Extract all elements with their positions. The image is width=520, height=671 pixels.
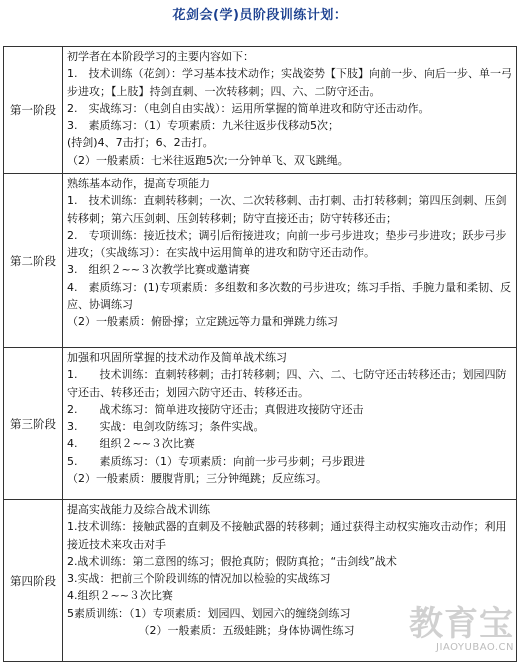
content-line: （2）一般素质：七米往返跑5次;一分钟单飞、双飞跳绳。 — [67, 153, 349, 167]
stage-label: 第三阶段 — [4, 348, 63, 500]
watermark-logo-text: 教育宝 — [409, 604, 514, 644]
training-plan-table — [3, 46, 517, 662]
content-line: 3. 组织２~~３次教学比赛或邀请赛 — [67, 263, 250, 277]
stage-label: 第一阶段 — [4, 47, 63, 174]
content-line: （2）一般素质：腰腹背肌；三分钟绳跳；反应练习。 — [67, 472, 327, 486]
content-line: 3. 素质练习：（1）专项素质：九米往返步伐移动5次； — [67, 119, 339, 133]
stage-content — [63, 174, 517, 348]
content-line: 2. 专项训练：接近技术；调引后衔接进攻；向前一步弓步进攻；垫步弓步进攻；跃步弓步进攻；（实战练习）：在实战中运用简单的进攻和防守还击动作。 — [67, 228, 507, 260]
stage-label: 第四阶段 — [4, 500, 63, 662]
content-line: 提高实战能力及综合战术训练 — [67, 503, 210, 516]
content-line: 1. 技术训练：直刺转移刺；击打转移刺；四、六、二、七防守还击转移还击；划园四防守还击、转移还击；划园六防守还击、转移还击。 — [67, 368, 507, 399]
content-line: 1. 技术训练：直刺转移刺；一次、二次转移刺、击打刺、击打转移刺；第四压剑刺、压剑转移刺；第六压剑刺、压剑转移刺；防守直接还击；防守转移还击； — [67, 194, 507, 225]
content-line: 3.实战：把前三个阶段训练的情况加以检验的实战练习 — [67, 572, 331, 586]
page-title: 花剑会(学)员阶段训练计划： — [172, 8, 348, 23]
content-line: 5. 素质练习：（1）专项素质：向前一步弓步刺；弓步跟进 — [67, 454, 365, 468]
watermark-url: JIAOYUBAO.CN — [436, 642, 514, 653]
content-line: 4.组织２~~３次比赛 — [67, 589, 173, 603]
content-line: 2. 实战练习：（电剑自由实战）：运用所掌握的简单进攻和防守还击动作。 — [67, 101, 430, 115]
content-line: 加强和巩固所掌握的技术动作及简单战术练习 — [67, 351, 287, 364]
content-line: 熟练基本动作，提高专项能力 — [67, 177, 210, 190]
content-line: （2）一般素质：五级蛙跳；身体协调性练习 — [67, 624, 355, 638]
stage-row-1 — [4, 47, 517, 174]
content-line: 4. 素质练习：(1)专项素质：多组数和多次数的弓步进攻；练习手指、手腕力量和柔韧、反应、协调练习 — [67, 280, 512, 312]
content-line: 2. 战术练习：简单进攻接防守还击；真假进攻接防守还击 — [67, 402, 364, 416]
content-line: 3. 实战：电剑攻防练习；条件实战。 — [67, 420, 265, 434]
stage-row-4 — [4, 500, 517, 662]
content-line: 5素质训练：（1）专项素质：划园四、划园六的缠绕剑练习 — [67, 606, 351, 620]
stage-row-2 — [4, 174, 517, 348]
content-line: 1. 技术训练（花剑）：学习基本技术动作；实战姿势【下肢】向前一步、向后一步、单一弓步进攻；【上肢】持剑直刺、一次转移刺；四、六、二防守还击。 — [67, 67, 512, 98]
stage-content — [63, 500, 517, 662]
stage-label: 第二阶段 — [4, 174, 63, 348]
stage-content — [63, 348, 517, 500]
content-line: 2.战术训练：第二意图的练习；假抢真防；假防真抢；“击剑线”战术 — [67, 554, 397, 568]
stage-row-3 — [4, 348, 517, 500]
stage-content — [63, 47, 517, 174]
content-line: 1.技术训练：接触武器的直刺及不接触武器的转移刺；通过获得主动权实施攻击动作；利用接近技术来攻击对手 — [67, 520, 507, 551]
content-line: (持剑)4、7击打；6、2击打。 — [67, 136, 214, 150]
content-line: （2）一般素质：俯卧撑；立定跳远等力量和弹跳力练习 — [67, 315, 338, 329]
content-line: 初学者在本阶段学习的主要内容如下： — [67, 50, 254, 63]
content-line: 4. 组织２~~３次比赛 — [67, 437, 195, 451]
